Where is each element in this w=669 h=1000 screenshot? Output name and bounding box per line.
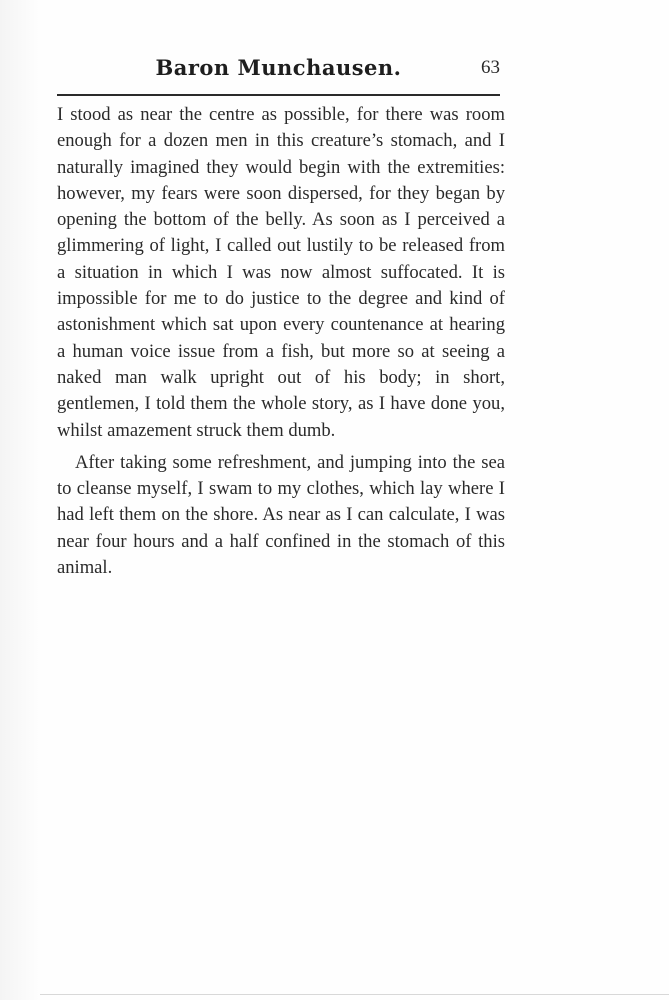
paragraph-1: I stood as near the centre as possible, for there was room enough for a dozen men in this creature’s stomach, and I naturally imagined they would begin with the extremities: however, my fears were soon dispersed, for they began by opening the bottom of the belly. As soon as I perceived a glimmering of light, I called out lustily to be released from a situation in which I was now almost suffocated. It is impossible for me to do justice to the degree and kind of astonishment which sat upon every countenance at hearing a human voice issue from a fish, but more so at seeing a naked man walk upright out of his body; in short, gentlemen, I told them the whole story, as I have done you, whilst amazement struck them dumb. [57, 104, 505, 441]
page-bottom-edge [40, 994, 669, 995]
header-rule [57, 94, 500, 96]
running-head [57, 55, 500, 85]
body-text [57, 102, 505, 581]
paragraph-2: After taking some refreshment, and jumping into the sea to cleanse myself, I swam to my clothes, which lay where I had left them on the shore. As near as I can calculate, I was near four hours and a half confined in the stomach of this animal. [57, 451, 505, 579]
page-number: 63 [481, 57, 500, 78]
page-edge-shadow [0, 0, 40, 1000]
running-title: Baron Munchausen. [155, 55, 402, 80]
